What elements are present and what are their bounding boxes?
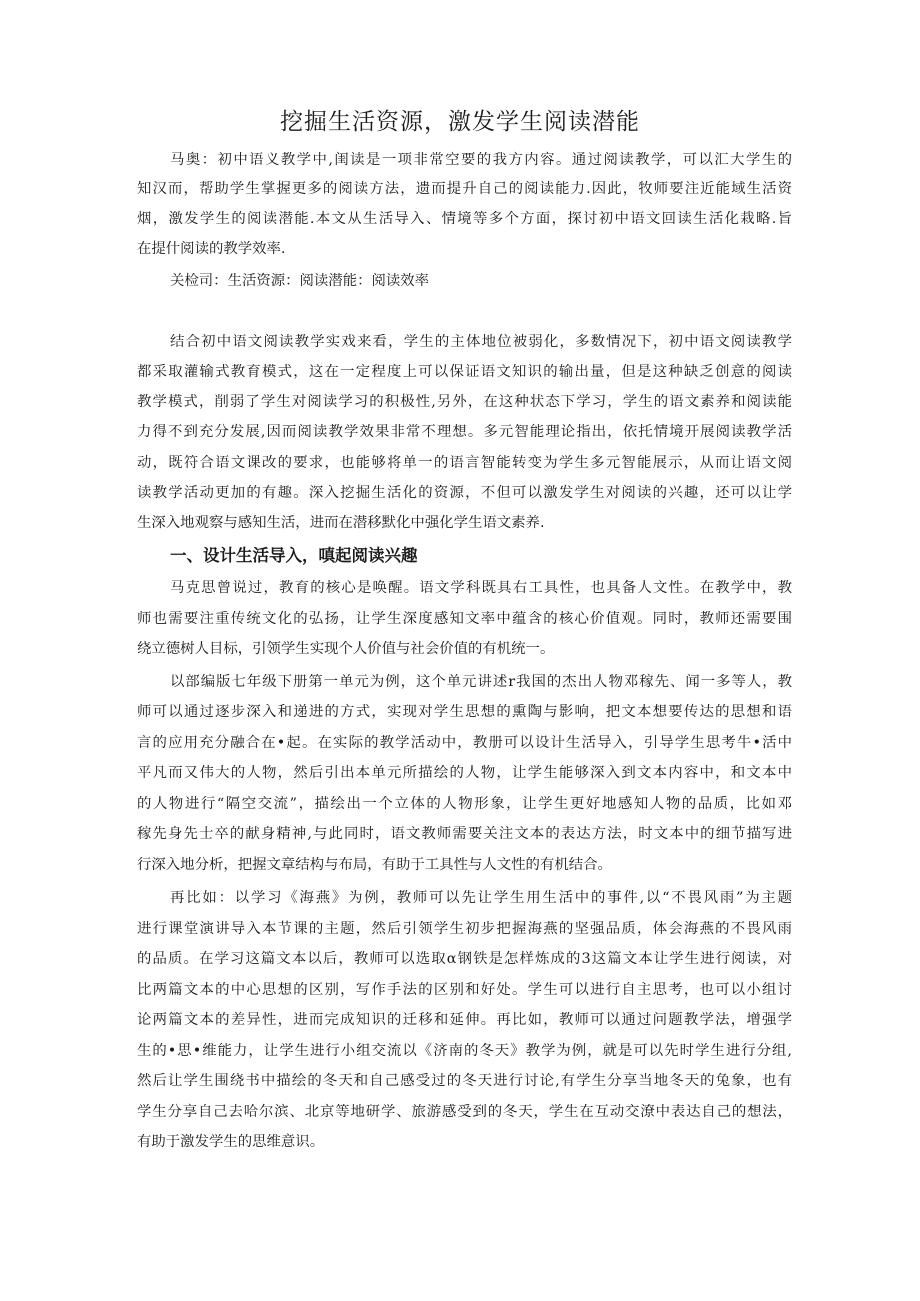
paragraph-line: 绕立德树人目标，引领学生实现个人价值与社会价值的有机统一。 [137,641,555,657]
paper-title: 挖掘生活资源，激发学生阅读潜能 [280,109,640,135]
paragraph-line: 师也需要注重传统文化的弘扬，让学生深度感知文率中蕴含的核心价值观。同时，教师还需要围 [137,611,792,627]
paragraph-line: 学生分享自己去哈尔滨、北京等地研学、旅游感受到的冬天，学生在互动交潦中表达自己的想法， [137,1104,792,1120]
keywords: 关检司：生活资源：阅读潜能：阅读效率 [170,273,430,289]
paragraph-line: 行深入地分析，把握文章结构与布局，有助于工具性与人文性的有机结合。 [137,857,612,873]
paragraph-line: 读教学活动更加的有趣。深入挖掘生活化的资源，不但可以激发学生对阅读的兴趣，还可以让学 [137,485,792,501]
paragraph-line: 师可以通过逐步深入和递进的方式，实现对学生思想的熏陶与影响，把文本想要传达的思想和语 [137,704,792,720]
paragraph-line: 然后让学生围绕书中描绘的冬天和自己感受过的冬天进行讨论,有学生分享当地冬天的兔象，也有 [137,1073,792,1089]
paragraph-line: 比两篇文本的中心思想的区别，写作手法的区别和好处。学生可以进行自主思考，也可以小组讨 [137,982,792,998]
paragraph-line: 稼先身先士卒的献身精神,与此同时，语文教师需要关注文本的表达方法，时文本中的细节描写进 [137,826,792,842]
paragraph-line: 力得不到充分发展,因而阅读教学效果非常不理想。多元智能理论指出，依托情境开展阅读教学活 [137,424,792,440]
paragraph-line: 有助于激发学生的思维意识。 [137,1134,325,1150]
paragraph-line: 进行课堂演讲导入本节课的主题，然后引领学生初步把握海燕的坚强品质，体会海燕的不畏风雨 [137,921,792,937]
paragraph-line: 以部编版七年级下册第一单元为例，这个单元讲述r我国的杰出人物邓稼先、闻一多等人，教 [170,674,792,690]
paragraph-line: 都采取灌输式教育模式，这在一定程度上可以保证语文知识的输出量，但是这种缺乏创意的阅读 [137,364,792,380]
paragraph-line: 再比如：以学习《海燕》为例，教师可以先让学生用生活中的事件,以“不畏风雨”为主题 [170,890,792,906]
paragraph-line: 的品质。在学习这篇文本以后，教师可以选取α钢铁是怎样炼成的3这篇文本让学生进行阅读，对 [137,951,792,967]
paragraph-line: 教学模式，削弱了学生对阅读学习的积极性,另外，在这种状态下学习，学生的语文素养和阅读能 [137,394,792,410]
paragraph-line: 平凡而又伟大的人物，然后引出本单元所描绘的人物，让学生能够深入到文本内容中，和文本中 [137,765,792,781]
paragraph-line: 动，既符合语文课改的要求，也能够将单一的语言智能转变为学生多元智能展示，从而让语文阅 [137,455,792,471]
paragraph-line: 的人物进行“隔空交流”，描绘出一个立体的人物形象，让学生更好地感知人物的品质，比如邓 [137,796,792,812]
section-heading: 一、设计生活导入，嗔起阅读兴趣 [170,546,418,565]
paragraph-line: 言的应用充分融合在•起。在实际的教学活动中，教册可以设计生活导入，引导学生思考牛•活中 [137,735,792,751]
paragraph-line: 论两篇文本的差异性，进而完成知识的迁移和延伸。再比如，教师可以通过问题教学法，增强学 [137,1012,792,1028]
abstract-line: 知汉而，帮助学生掌握更多的阅读方法，遗而提升自己的阅读能力.因此，牧师要注近能域生活资 [137,181,792,197]
paragraph-line: 生深入地观察与感知生活，进而在潜移默化中强化学生语文素养. [137,515,545,531]
paragraph-line: 马克思曾说过，教育的核心是唤醒。语文学科既具右工具性，也具备人文性。在教学中，教 [170,580,792,596]
paragraph-line: 生的•思•维能力，让学生进行小组交流以《济南的冬天》教学为例，就是可以先时学生进行分组, [137,1043,792,1059]
paragraph-line: 结合初中语文阅读教学实戏来看，学生的主体地位被弱化，多数情况下，初中语文阅读教学 [170,334,792,350]
abstract-line: 马奥：初中语义教学中,闺读是一项非常空要的我方内容。通过阅读教学，可以汇大学生的 [170,152,792,168]
abstract-line: 烟，激发学生的阅读潜能.本文从生活导入、情境等多个方面，探讨初中语文回读生活化栽略.旨 [137,211,792,227]
abstract-line: 在提什阅读的教学效率. [137,241,286,257]
